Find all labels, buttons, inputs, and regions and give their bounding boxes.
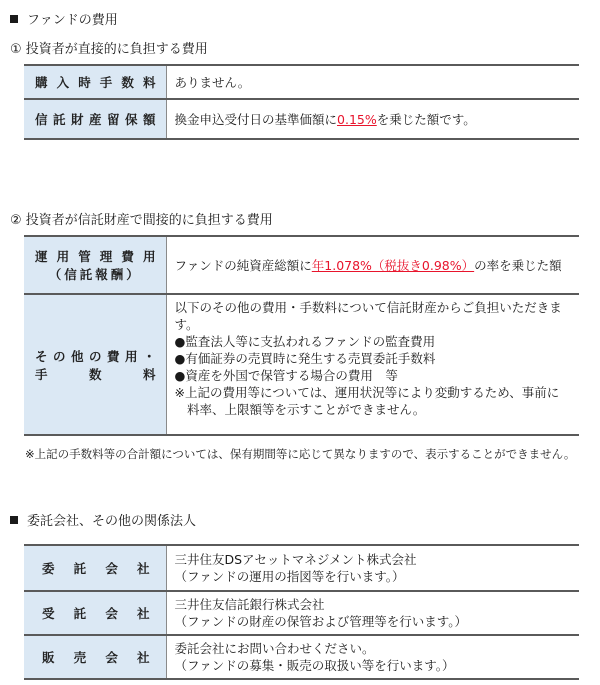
indirect-fees-table	[24, 235, 579, 436]
subsection-title-direct: ① 投資者が直接的に負担する費用	[10, 42, 208, 57]
highlight-rate: 0.15%	[337, 111, 377, 127]
highlight-rate: 年1.078%（税抜き0.98%）	[311, 257, 475, 273]
row-label-trust-fee: 運用管理費用 （信託報酬）	[24, 236, 166, 294]
party-name: 三井住友信託銀行株式会社	[174, 597, 325, 612]
footnote: ※上記の手数料等の合計額については、保有期間等に応じて異なりますので、表示することができません。	[25, 447, 576, 461]
other-intro: 以下のその他の費用・手数料について信託財産からご負担いただきます。	[174, 300, 562, 332]
subsection-title-indirect: ② 投資者が信託財産で間接的に負担する費用	[10, 213, 273, 228]
party-role: （ファンドの募集・販売の取扱い等を行います。）	[174, 658, 455, 673]
table-row	[24, 545, 579, 591]
row-value	[166, 294, 579, 435]
row-value	[166, 635, 579, 679]
party-name: 三井住友DSアセットマネジメント株式会社	[174, 552, 417, 567]
section-title-fees: ファンドの費用	[10, 9, 118, 28]
parties-table	[24, 544, 579, 680]
row-label: 委託会社	[24, 545, 166, 591]
list-item: ●有価証券の売買時に発生する売買委託手数料	[174, 351, 436, 366]
row-value	[166, 545, 579, 591]
table-row	[24, 236, 579, 294]
row-label: 購入時手数料	[24, 65, 166, 99]
section-title-parties: 委託会社、その他の関係法人	[10, 510, 196, 529]
party-role: （ファンドの運用の指図等を行います。）	[174, 569, 405, 584]
row-value: 換金申込受付日の基準価額に0.15%を乗じた額です。	[174, 111, 476, 127]
square-bullet-icon	[10, 15, 18, 23]
square-bullet-icon	[10, 516, 18, 524]
table-row	[24, 65, 579, 99]
row-value	[166, 591, 579, 635]
row-label: 信託財産留保額	[24, 99, 166, 139]
list-item: ●監査法人等に支払われるファンドの監査費用	[174, 334, 436, 349]
other-note: ※上記の費用等については、運用状況等により変動するため、事前に料率、上限額等を示すことができません。	[174, 385, 560, 417]
row-value: ありません。	[174, 74, 251, 90]
table-row	[24, 294, 579, 435]
table-row	[24, 99, 579, 139]
row-label-other: その他の費用・ 手数料	[24, 294, 166, 435]
row-value: ファンドの純資産総額に年1.078%（税抜き0.98%）の率を乗じた額	[174, 257, 562, 273]
list-item: ●資産を外国で保管する場合の費用 等	[174, 368, 398, 383]
table-row	[24, 635, 579, 679]
row-label: 販売会社	[24, 635, 166, 679]
direct-fees-table	[24, 64, 579, 140]
row-label: 受託会社	[24, 591, 166, 635]
party-role: （ファンドの財産の保管および管理等を行います。）	[174, 614, 468, 629]
table-row	[24, 591, 579, 635]
party-name: 委託会社にお問い合わせください。	[174, 641, 375, 656]
